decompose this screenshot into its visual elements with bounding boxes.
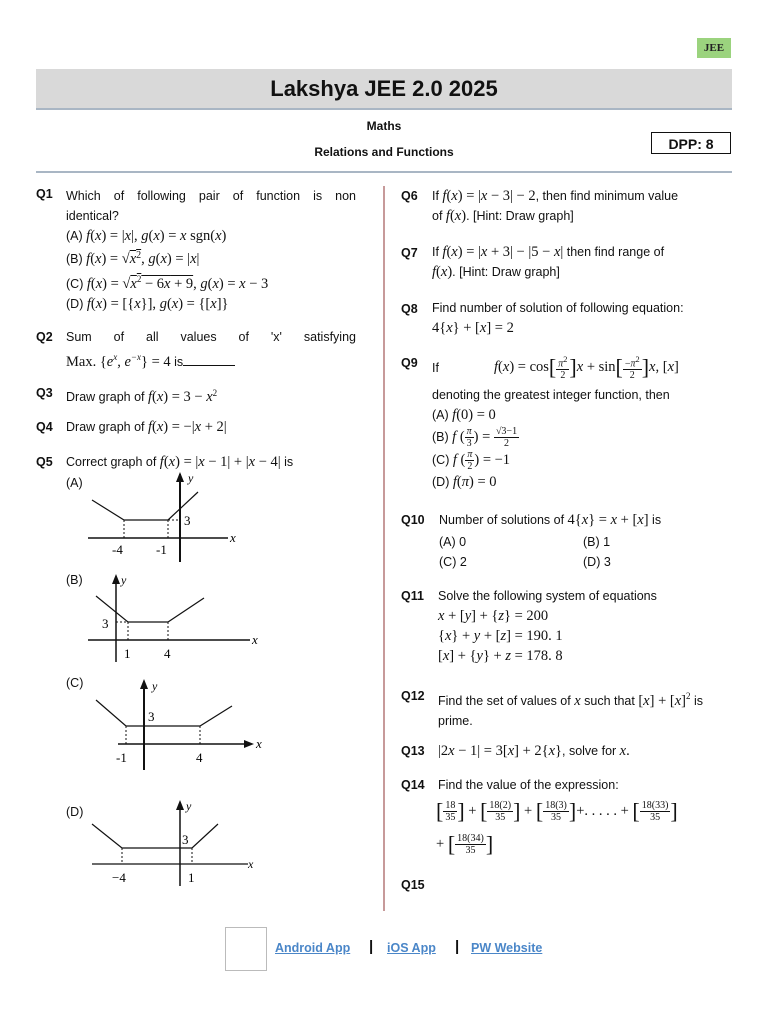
q14-number: Q14 [401, 778, 425, 792]
q11-number: Q11 [401, 589, 424, 603]
tick-label: 4 [196, 750, 203, 765]
tick-label: -1 [156, 542, 167, 557]
q1-option-a: (A) f(x) = |x|, g(x) = x sgn(x) [66, 228, 227, 244]
q11-text: Solve the following system of equations x + [y] + {z} = 200 {x} + y + [z] = 190. 1 [x] + {y} + z = 178. 8 [438, 589, 657, 664]
q5-text: Correct graph of f(x) = |x − 1| + |x − 4| is [66, 454, 294, 470]
q9-option-d: (D) f(π) = 0 [432, 474, 497, 491]
y-label: 3 [148, 709, 155, 724]
q9-option-b: (B) f ( $\frac{\pi}{3}$ ) = $\frac{√3-1}{2}$ [432, 426, 518, 450]
tick-label: 1 [188, 870, 195, 885]
q9-options [432, 385, 728, 492]
q1-line1: Which of following pair of function is non [66, 189, 356, 203]
q14-text: Find the value of the expression: [438, 778, 619, 792]
q12-number: Q12 [401, 689, 425, 703]
q4-text: Draw graph of f(x) = −|x + 2| [66, 419, 227, 435]
svg-text:y: y [188, 471, 194, 485]
q2-line1: Sum of all values of 'x' satisfying [66, 330, 356, 344]
q1-line2: identical? [66, 209, 119, 223]
svg-text:y: y [186, 799, 192, 813]
q3-text: Draw graph of $f(x) = 3 - x^2$ [66, 388, 218, 406]
q9-function: f(x) = cos[ $\frac{\pi^2}{2}$ ]x + sin[ $\frac{-\pi^2}{2}$ ]x, [x] [494, 354, 679, 382]
q7-number: Q7 [401, 246, 418, 260]
q8-text: Find number of solution of following equation: 4{x} + [x] = 2 [432, 301, 684, 336]
title-band [36, 69, 732, 110]
answer-blank [183, 353, 235, 366]
svg-text:x: x [230, 530, 236, 545]
q10-text: Number of solutions of 4{x} = x + [x] is [439, 512, 662, 528]
pw-website-link[interactable]: PW Website [471, 941, 543, 955]
android-app-link[interactable]: Android App [275, 941, 351, 955]
q10-option-b: (B) 1 [583, 535, 611, 549]
q3-number: Q3 [36, 386, 53, 400]
tick-label: −4 [112, 870, 126, 885]
q2-line2: is [170, 354, 184, 369]
q5-option-d-label: (D) [66, 805, 84, 819]
footer-separator: | [369, 938, 374, 955]
exam-badge: JEE [697, 38, 731, 58]
qr-code-placeholder [225, 927, 267, 971]
q10-option-a: (A) 0 [439, 535, 467, 549]
q5-number: Q5 [36, 455, 53, 469]
y-label: 3 [184, 513, 191, 528]
q1-option-d: (D) f(x) = [{x}], g(x) = {[x]} [66, 295, 229, 312]
q2-text: Sum of all values of 'x' satisfying Max. {$e^x$, $e^{-x}\} = 4$ is [66, 327, 356, 372]
svg-text:x: x [256, 736, 262, 751]
q7-text: If f(x) = |x + 3| − |5 − x| then find range of f(x). [Hint: Draw graph] [432, 244, 665, 280]
q1-text [66, 186, 356, 314]
q1-option-b: (B) $f(x) = √x^2$, g(x) = |x| [66, 250, 200, 268]
q1-number: Q1 [36, 187, 53, 201]
tick-label: 4 [164, 646, 171, 661]
q2-number: Q2 [36, 330, 53, 344]
q5-graph-d [88, 798, 268, 890]
topic-label: Relations and Functions [314, 145, 454, 159]
q9-if: If [432, 361, 439, 375]
subject-label: Maths [366, 119, 402, 133]
q10-number: Q10 [401, 513, 425, 527]
tick-label: 1 [124, 646, 131, 661]
q5-graph-a [88, 470, 248, 566]
y-label: 3 [102, 616, 109, 631]
q10-option-c: (C) 2 [439, 555, 467, 569]
q5-option-c-label: (C) [66, 676, 84, 690]
footer-separator: | [455, 938, 460, 955]
q13-text: |2x − 1| = 3[x] + 2{x}, solve for x. [438, 743, 630, 759]
tick-label: -4 [112, 542, 123, 557]
y-label: 3 [182, 832, 189, 847]
q1-option-c: (C) $f(x) = √x^2 - 6x + 9$, g(x) = x − 3 [66, 274, 269, 292]
q9-line2: denoting the greatest integer function, then [432, 388, 670, 402]
q12-text: Find the set of values of x such that $[x] + [x]^2$ is prime. [438, 691, 703, 728]
q13-number: Q13 [401, 744, 425, 758]
page-title: Lakshya JEE 2.0 2025 [270, 76, 498, 101]
column-divider [383, 186, 385, 911]
dpp-box: DPP: 8 [651, 132, 731, 154]
q9-number: Q9 [401, 356, 418, 370]
svg-text:x: x [252, 632, 258, 647]
q10-option-d: (D) 3 [583, 555, 611, 569]
q6-number: Q6 [401, 189, 418, 203]
q5-graph-c [88, 676, 268, 771]
q5-graph-b [88, 572, 268, 664]
q15-number: Q15 [401, 878, 425, 892]
q4-number: Q4 [36, 420, 53, 434]
svg-text:y: y [121, 573, 127, 587]
tick-label: -1 [116, 750, 127, 765]
svg-text:x: x [248, 857, 254, 871]
header-divider [36, 171, 732, 173]
q14-expression: [ $\frac{18}{35}$ ] + [ $\frac{18(2)}{35}$ ] + [ $\frac{18(3)}{35}$ ]+. . . . . + [ $\frac{18(33)}{35}$ ] + [ $\frac{18(34)}{35}$ ] [436, 798, 678, 857]
q8-number: Q8 [401, 302, 418, 316]
q5-option-a-label: (A) [66, 476, 83, 490]
ios-app-link[interactable]: iOS App [387, 941, 436, 955]
q9-option-c: (C) f ( $\frac{\pi}{2}$ ) = −1 [432, 449, 511, 473]
q6-text: If f(x) = |x − 3| − 2, then find minimum value of f(x). [Hint: Draw graph] [432, 188, 679, 224]
q5-option-b-label: (B) [66, 573, 83, 587]
svg-text:y: y [152, 679, 158, 693]
q9-option-a: (A) f(0) = 0 [432, 407, 496, 423]
